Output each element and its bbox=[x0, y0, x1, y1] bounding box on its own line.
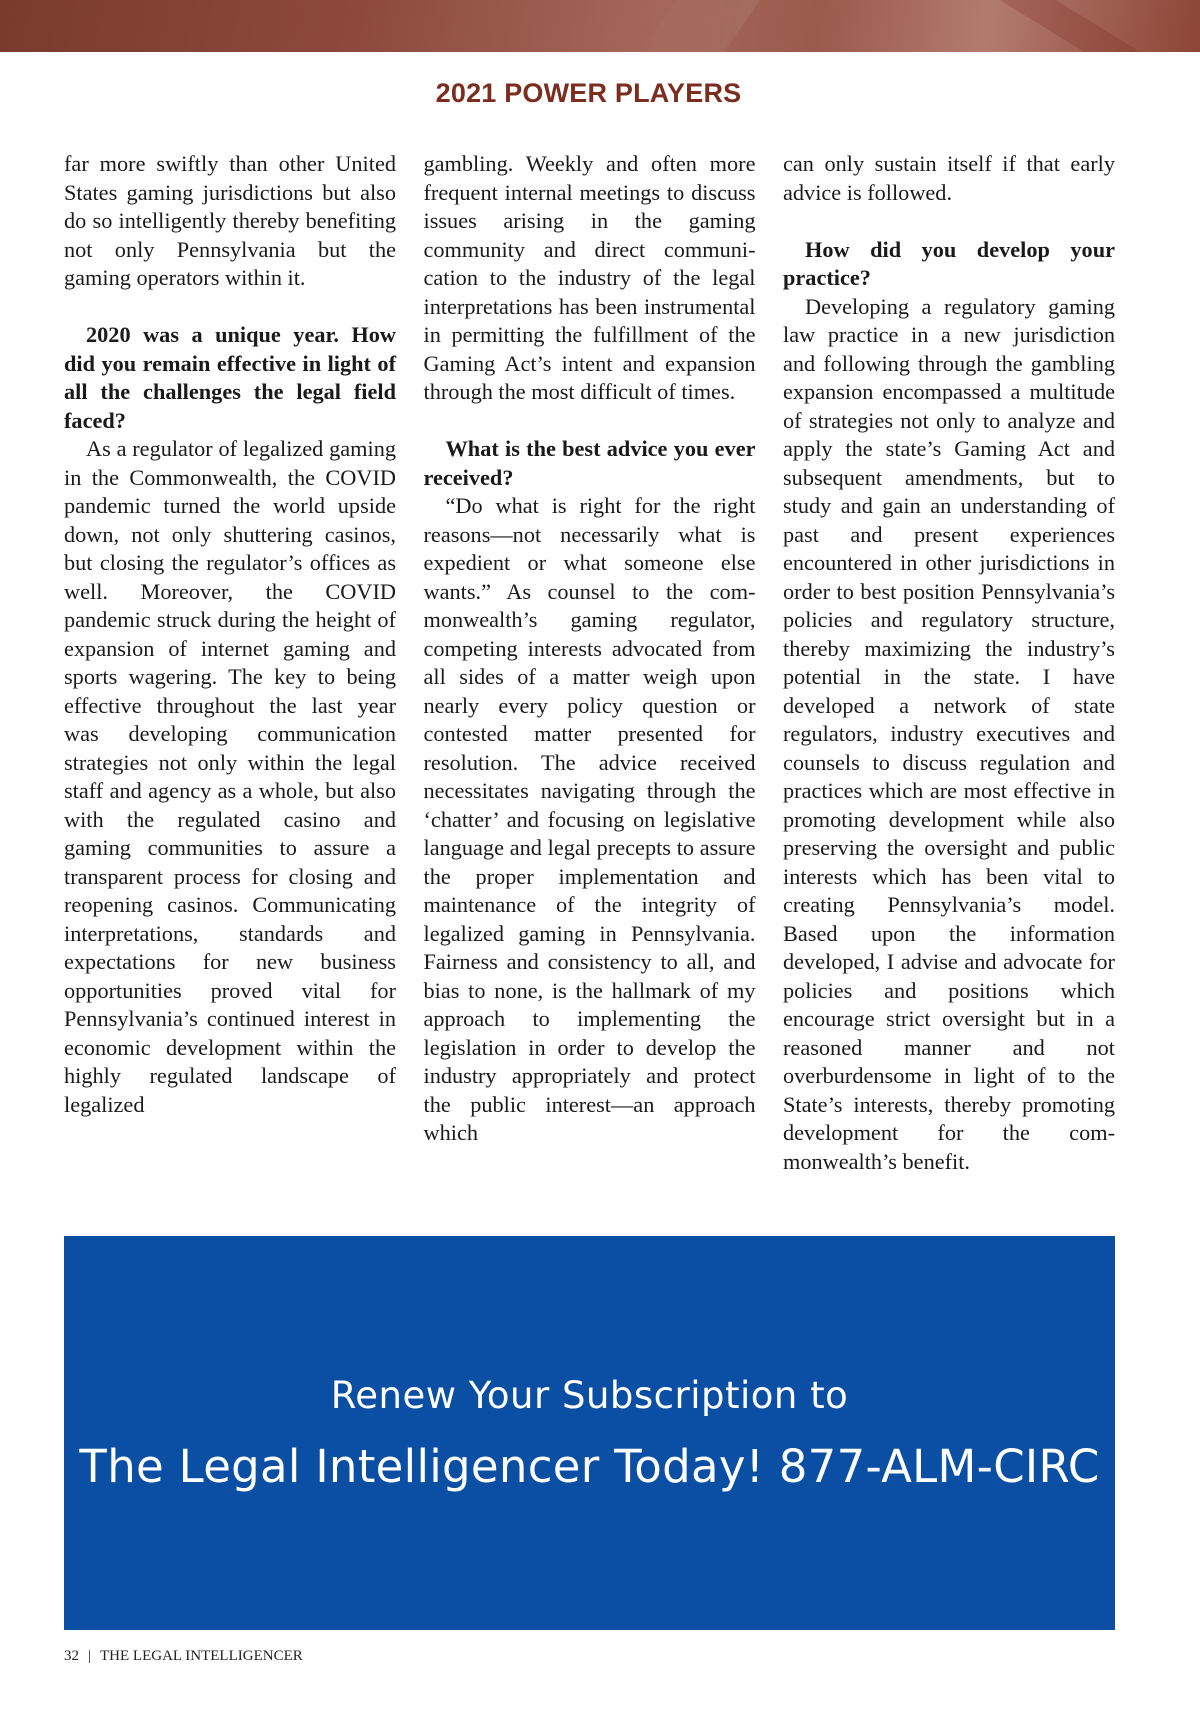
article-column-3 bbox=[783, 150, 1115, 1185]
footer-separator: | bbox=[88, 1648, 92, 1664]
interview-question: How did you develop your practice? bbox=[783, 236, 1115, 290]
band-facet-left bbox=[640, 0, 760, 52]
paragraph-continued: far more swiftly than other United States gaming jurisdictions but also do so intelligently thereby benefiting not only Pennsylvania but the gaming operators within it. bbox=[64, 151, 396, 290]
spacer bbox=[783, 207, 1115, 236]
interview-question: 2020 was a unique year. How did you remain effective in light of all the challenges the legal field faced? bbox=[64, 322, 396, 433]
interview-answer: As a regulator of legalized gaming in the Commonwealth, the COVID pandemic turned the world upside down, not only shuttering casinos, but closing the regulator’s offices as well. Moreover, the COVID pandemic struck during the height of expansion of internet gaming and sports wagering. The key to being effective throughout the last year was developing communication strategies not only within the legal staff and agency as a whole, but also with the regulated casino and gaming communities to assure a transparent process for closing and reopening casinos. Communicating interpretations, standards and expectations for new business opportunities proved vital for Pennsylvania’s continued interest in economic development within the highly regulated landscape of legalized bbox=[64, 436, 396, 1117]
interview-answer: “Do what is right for the right reasons—not necessarily what is expedient or what someone else wants.” As counsel to the commonwealth’s gaming regulator, competing interests advocated from all sides of a matter weigh upon nearly every policy question or contested matter presented for resolution. The advice received necessitates navigating through the ‘chatter’ and focusing on legislative language and legal precepts to assure the proper implementation and maintenance of the integrity of legalized gaming in Pennsylvania. Fairness and consistency to all, and bias to none, is the hallmark of my approach to implementing the legislation in order to develop the industry appropriately and protect the public interest—an approach which bbox=[423, 493, 756, 1145]
publication-name: THE LEGAL INTELLIGENCER bbox=[100, 1648, 303, 1664]
page-footer bbox=[64, 1648, 303, 1665]
subscription-ad[interactable] bbox=[64, 1236, 1115, 1630]
article-column-1 bbox=[64, 150, 396, 1185]
section-title: 2021 POWER PLAYERS bbox=[435, 78, 742, 108]
article-body bbox=[64, 150, 1115, 1185]
header-decorative-band bbox=[0, 0, 1200, 52]
page-number: 32 bbox=[64, 1648, 79, 1664]
article-column-2 bbox=[424, 150, 756, 1185]
ad-headline: Renew Your Subscription to bbox=[330, 1374, 849, 1417]
paragraph-continued: can only sustain itself if that early advice is followed. bbox=[783, 151, 1115, 205]
spacer bbox=[64, 293, 396, 322]
ad-call-to-action: The Legal Intelligencer Today! 877-ALM-CIRC bbox=[79, 1440, 1100, 1493]
interview-answer: Developing a regulatory gaming law practice in a new jurisdiction and following through the gambling expansion encompassed a multitude of strategies not only to analyze and apply the state’s Gaming Act and subsequent amendments, but to study and gain an understanding of past and present experiences encountered in other jurisdictions in order to best position Pennsylvania’s policies and regulatory structure, thereby maximizing the industry’s potential in the state. I have developed a network of state regulators, industry executives and counsels to discuss regulation and practices which are most effective in promoting development while also preserving the oversight and public interests which has been vital to creating Pennsylvania’s model. Based upon the information developed, I advise and advocate for policies and positions which encourage strict oversight but in a reasoned manner and not overburdensome in light of to the State’s interests, thereby promoting development for the commonwealth’s benefit. bbox=[783, 293, 1115, 1174]
spacer bbox=[424, 407, 756, 436]
paragraph-continued: gambling. Weekly and often more frequent internal meetings to discuss issues arising in the gaming community and direct communication to the industry of the legal interpretations has been instrumental in permitting the fulfillment of the Gaming Act’s intent and expansion through the most difficult of times. bbox=[423, 151, 756, 404]
interview-question: What is the best advice you ever received? bbox=[423, 436, 756, 490]
band-facet-right bbox=[1000, 0, 1140, 52]
